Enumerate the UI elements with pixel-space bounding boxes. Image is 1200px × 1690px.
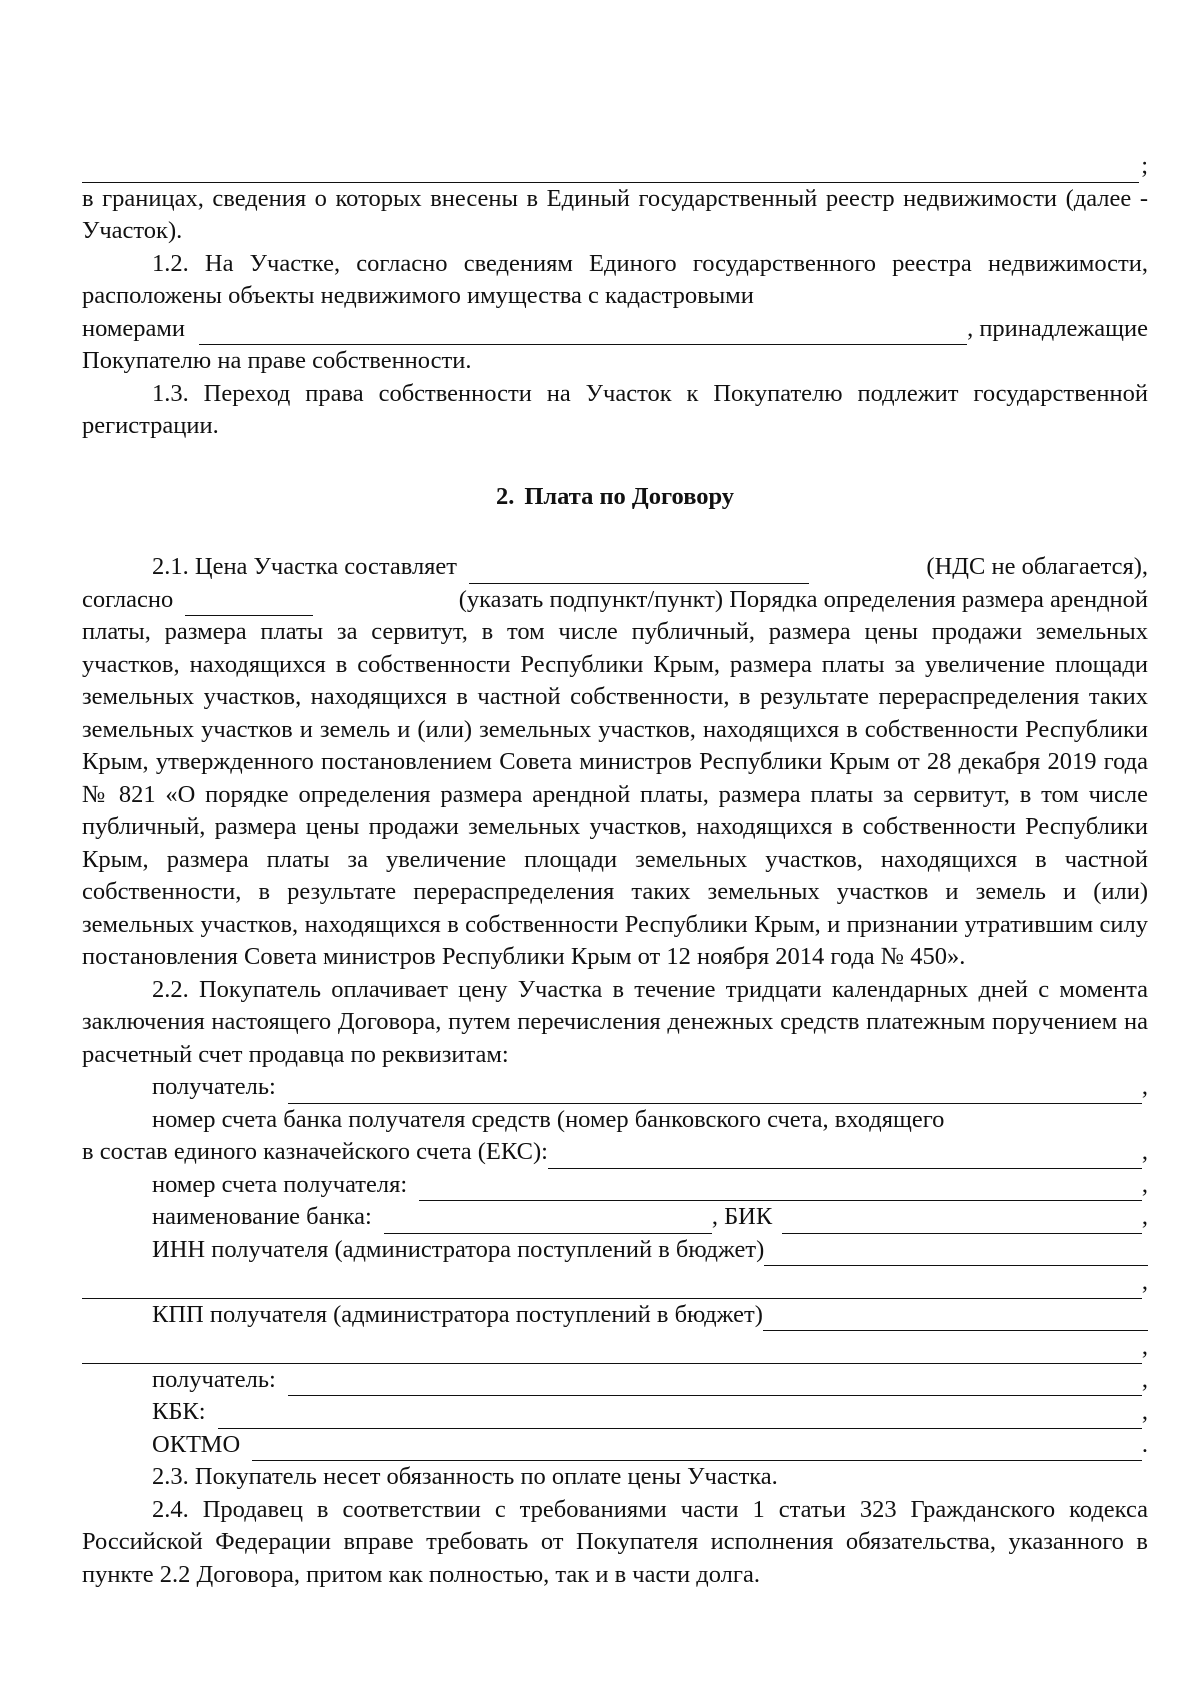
comma: ,: [1141, 1398, 1148, 1425]
paragraph-1-2: 1.2. На Участке, согласно сведениям Единого государственного реестра недвижимости, расположены объекты недвижимого имущества с кадастровыми: [82, 249, 1148, 309]
oktmo-label: ОКТМО: [152, 1430, 241, 1458]
comma: ,: [1141, 1365, 1148, 1393]
recipient-label: получатель:: [152, 1073, 276, 1100]
bank-name-label: наименование банка:: [152, 1203, 372, 1230]
belonging-label: , принадлежащие: [967, 314, 1148, 342]
kbk-blank: [218, 1404, 1142, 1429]
account-line-a: номер счета банка получателя средств (номер банковского счета, входящего: [152, 1105, 945, 1133]
bank-name-blank: [384, 1209, 712, 1234]
kpp-continuation-line: [82, 1331, 1148, 1364]
paragraph-2-1-line-1: [82, 551, 1148, 584]
account-line-b: [82, 1136, 1148, 1169]
recipient-label-2: получатель:: [152, 1365, 276, 1393]
kbk-label: КБК:: [152, 1398, 206, 1425]
recipient-blank-2: [288, 1371, 1142, 1396]
comma: ,: [1141, 1073, 1148, 1100]
comma: ,: [1141, 1268, 1148, 1295]
inn-line: [82, 1234, 1148, 1267]
cadastral-numbers-blank: [199, 320, 967, 345]
comma: ,: [1141, 1203, 1148, 1230]
paragraph-1-3: 1.3. Переход права собственности на Участок к Покупателю подлежит государственной регистрации.: [82, 379, 1148, 439]
section-title: Плата по Договору: [524, 482, 735, 510]
inn-label: ИНН получателя (администратора поступлений в бюджет): [152, 1235, 765, 1263]
comma: ,: [1141, 1333, 1148, 1360]
bik-label: , БИК: [711, 1203, 773, 1230]
bik-blank: [782, 1209, 1142, 1234]
blank-field: [82, 158, 1139, 183]
bank-line: [82, 1201, 1148, 1234]
inn-continuation-line: [82, 1266, 1148, 1299]
section-2-heading: [82, 481, 1148, 514]
inn-blank: [764, 1241, 1148, 1266]
account-blank: [548, 1144, 1142, 1169]
period: .: [1141, 1430, 1148, 1458]
recipient-line-1: [82, 1071, 1148, 1104]
recipient-account-line: [82, 1169, 1148, 1202]
paragraph-2-1-line-2: [82, 584, 1148, 617]
kpp-label: КПП получателя (администратора поступлений в бюджет): [152, 1300, 763, 1328]
document-page: [82, 150, 1148, 1591]
recipient-account-label: номер счета получателя:: [152, 1170, 408, 1198]
recipient-blank: [288, 1079, 1142, 1104]
kpp-line: [82, 1299, 1148, 1332]
price-blank: [469, 559, 809, 584]
paragraph-2-2: 2.2. Покупатель оплачивает цену Участка в течение тридцати календарных дней с момента заключения настоящего Договора, путем перечисления денежных средств платежным поручением на расчетный счет продавца по реквизитам:: [82, 975, 1148, 1068]
paragraph-1-2-end: Покупателю на праве собственности.: [82, 347, 472, 374]
comma: ,: [1141, 1170, 1148, 1198]
subclause-note: (указать подпункт/пункт) Порядка определения размера арендной: [458, 585, 1148, 613]
oktmo-blank: [252, 1436, 1142, 1461]
paragraph-2-3: 2.3. Покупатель несет обязанность по оплате цены Участка.: [152, 1463, 778, 1490]
price-label: 2.1. Цена Участка составляет: [152, 553, 458, 580]
paragraph-2-4: 2.4. Продавец в соответствии с требованиями части 1 статьи 323 Гражданского кодекса Российской Федерации вправе требовать от Покупателя исполнения обязательства, указанного в пункте 2.2 Договора, притом как полностью, так и в части долга.: [82, 1495, 1148, 1588]
vat-note: (НДС не облагается),: [926, 553, 1148, 580]
oktmo-line: [82, 1429, 1148, 1462]
section-number: 2.: [495, 482, 515, 510]
semicolon: ;: [1141, 152, 1148, 179]
paragraph-1-1-end: в границах, сведения о которых внесены в Единый государственный реестр недвижимости (далее - Участок).: [82, 184, 1148, 244]
inn-blank-2: [82, 1274, 1142, 1299]
according-label: согласно: [82, 585, 174, 613]
subclause-blank: [185, 591, 313, 616]
numbers-label: номерами: [82, 314, 186, 342]
account-label: в состав единого казначейского счета (ЕКС):: [82, 1138, 548, 1165]
paragraph-1-2-numbers-line: [82, 313, 1148, 346]
top-blank-line: [82, 150, 1148, 183]
kbk-line: [82, 1396, 1148, 1429]
kpp-blank: [763, 1306, 1148, 1331]
comma: ,: [1141, 1138, 1148, 1165]
paragraph-2-1-body: платы, размера платы за сервитут, в том числе публичный, размера цены продажи земельных участков, находящихся в собственности Республики Крым, размера платы за увеличение площади земельных участков, находящихся в частной собственности, в результате перераспределения таких земельных участков и земель и (или) земельных участков, находящихся в собственности Республики Крым, утвержденного постановлением Совета министров Республики Крым от 28 декабря 2019 года № 821 «О порядке определения размера арендной платы, размера платы за сервитут, в том числе публичный, размера цены продажи земельных участков, находящихся в собственности Республики Крым, размера платы за увеличение площади земельных участков, находящихся в частной собственности, в результате перераспределения таких земельных участков и земель и (или) земельных участков, находящихся в собственности Республики Крым, и признании утратившим силу постановления Совета министров Республики Крым от 12 ноября 2014 года № 450».: [82, 618, 1148, 970]
recipient-line-2: [82, 1364, 1148, 1397]
kpp-blank-2: [82, 1339, 1142, 1364]
recipient-account-blank: [419, 1176, 1142, 1201]
